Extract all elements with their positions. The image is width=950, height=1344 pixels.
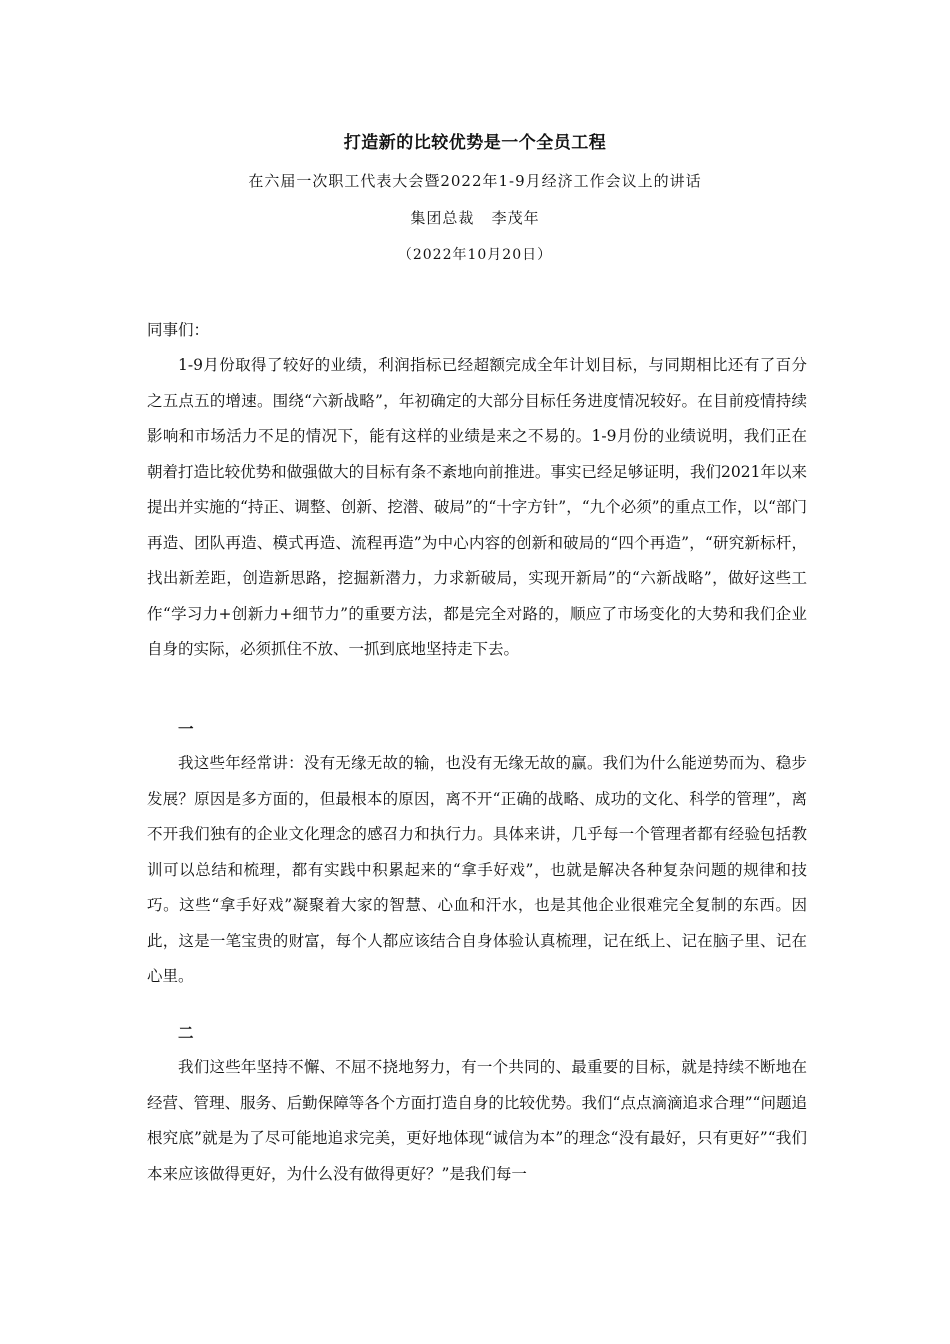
paragraph: 1-9月份取得了较好的业绩，利润指标已经超额完成全年计划目标，与同期相比还有了百分之五点五的增速。围绕“六新战略”，年初确定的大部分目标任务进度情况较好。在目前疫情持续影响和市场活力不足的情况下，能有这样的业绩是来之不易的。1-9月份的业绩说明，我们正在朝着打造比较优势和做强做大的目标有条不紊地向前推进。事实已经足够证明，我们2021年以来提出并实施的“持正、调整、创新、挖潜、破局”的“十字方针”，“九个必须”的重点工作，以“部门再造、团队再造、模式再造、流程再造”为中心内容的创新和破局的“四个再造”，“研究新标杆，找出新差距，创造新思路，挖掘新潜力，力求新破局，实现开新局”的“六新战略”，做好这些工作“学习力+创新力+细节力”的重要方法，都是完全对路的，顺应了市场变化的大势和我们企业自身的实际，必须抓住不放、一抓到底地坚持走下去。 bbox=[147, 356, 807, 658]
document-subtitle: 在六届一次职工代表大会暨2022年1-9月经济工作会议上的讲话 bbox=[248, 172, 702, 190]
section-heading: 一 bbox=[178, 719, 194, 738]
document-author: 集团总裁 李茂年 bbox=[410, 209, 540, 227]
paragraph: 我们这些年坚持不懈、不屈不挠地努力，有一个共同的、最重要的目标，就是持续不断地在经营、管理、服务、后勤保障等各个方面打造自身的比较优势。我们“点点滴滴追求合理”“问题追根究底”就是为了尽可能地追求完美，更好地体现“诚信为本”的理念“没有最好，只有更好”“我们本来应该做得更好，为什么没有做得更好？”是我们每一 bbox=[147, 1058, 807, 1183]
document-title: 打造新的比较优势是一个全员工程 bbox=[343, 133, 607, 153]
greeting: 同事们： bbox=[147, 321, 210, 339]
paragraph: 我这些年经常讲：没有无缘无故的输，也没有无缘无故的赢。我们为什么能逆势而为、稳步发展？原因是多方面的，但最根本的原因，离不开“正确的战略、成功的文化、科学的管理”，离不开我们独有的企业文化理念的感召力和执行力。具体来讲，几乎每一个管理者都有经验包括教训可以总结和梳理，都有实践中积累起来的“拿手好戏”，也就是解决各种复杂问题的规律和技巧。这些“拿手好戏”凝聚着大家的智慧、心血和汗水，也是其他企业很难完全复制的东西。因此，这是一笔宝贵的财富，每个人都应该结合自身体验认真梳理，记在纸上、记在脑子里、记在心里。 bbox=[147, 754, 807, 985]
section-heading: 二 bbox=[178, 1023, 194, 1042]
document-date: （2022年10月20日） bbox=[397, 247, 553, 263]
